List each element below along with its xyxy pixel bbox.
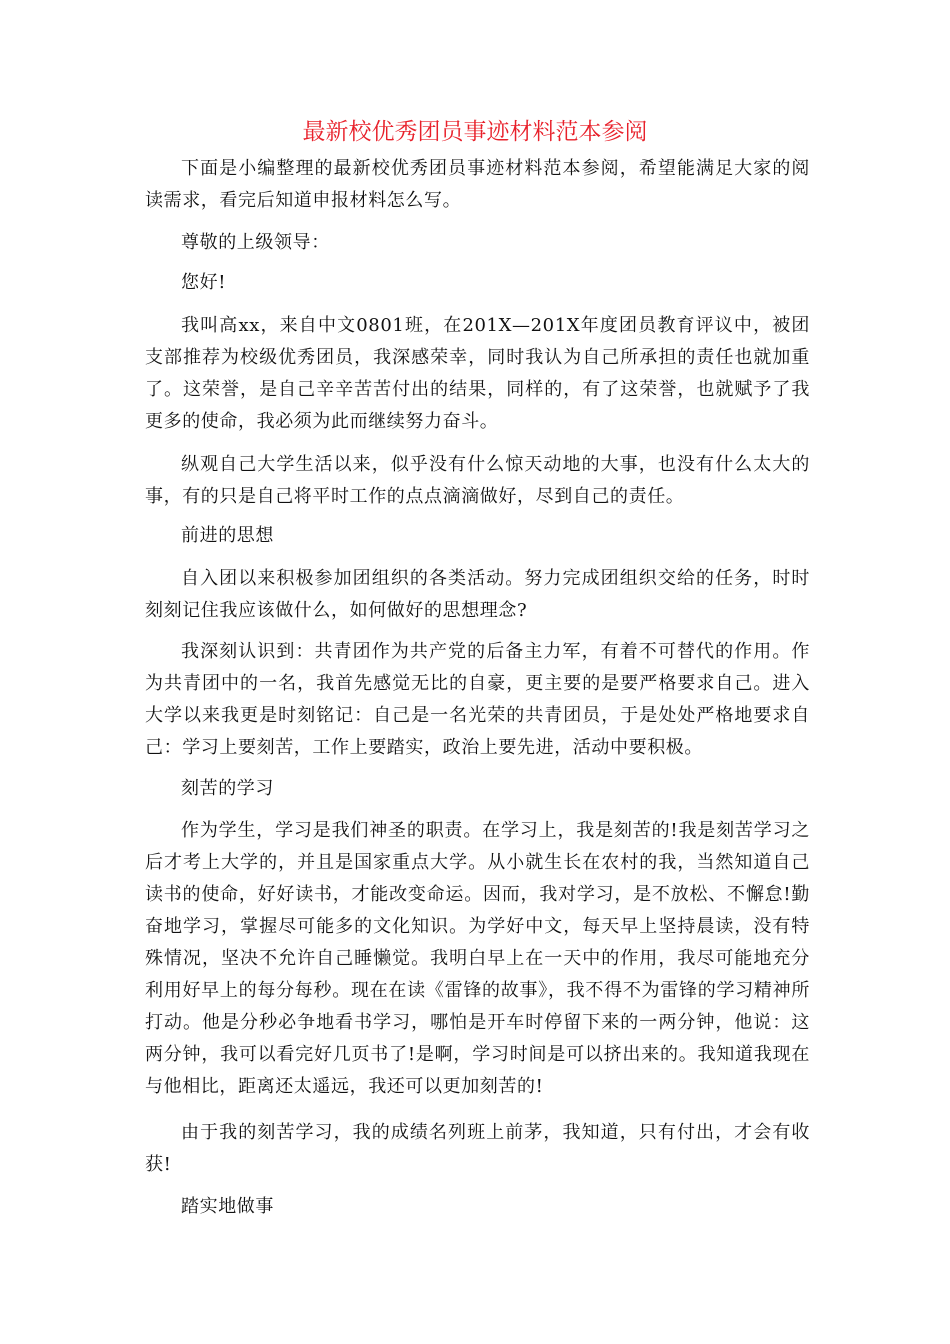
section-heading-work: 踏实地做事 xyxy=(181,1196,274,1217)
salutation: 尊敬的上级领导： xyxy=(181,232,330,253)
body-paragraph-results: 由于我的刻苦学习，我的成绩名列班上前茅，我知道，只有付出，才会有收获! xyxy=(145,1122,810,1175)
body-paragraph-overview: 纵观自己大学生活以来，似乎没有什么惊天动地的大事，也没有什么太大的事，有的只是自己将平时工作的点点滴滴做好，尽到自己的责任。 xyxy=(145,454,810,507)
section-heading-study: 刻苦的学习 xyxy=(181,778,274,799)
body-paragraph-activities: 自入团以来积极参加团组织的各类活动。努力完成团组织交给的任务，时时刻刻记住我应该做什么，如何做好的思想理念? xyxy=(145,568,810,621)
body-paragraph-youth-league: 我深刻认识到：共青团作为共产党的后备主力军，有着不可替代的作用。作为共青团中的一名，我首先感觉无比的自豪，更主要的是要严格要求自己。进入大学以来我更是时刻铭记：自己是一名光荣的共青团员，于是处处严格地要求自己：学习上要刻苦，工作上要踏实，政治上要先进，活动中要积极。 xyxy=(145,641,810,758)
greeting: 您好! xyxy=(181,272,227,293)
body-paragraph-study: 作为学生，学习是我们神圣的职责。在学习上，我是刻苦的!我是刻苦学习之后才考上大学的，并且是国家重点大学。从小就生长在农村的我，当然知道自己读书的使命，好好读书，才能改变命运。因而，我对学习，是不放松、不懈怠!勤奋地学习，掌握尽可能多的文化知识。为学好中文，每天早上坚持晨读，没有特殊情况，坚决不允许自己睡懒觉。我明白早上在一天中的作用，我尽可能地充分利用好早上的每分每秒。现在在读《雷锋的故事》，我不得不为雷锋的学习精神所打动。他是分秒必争地看书学习，哪怕是开车时停留下来的一两分钟，他说：这两分钟，我可以看完好几页书了!是啊，学习时间是可以挤出来的。我知道我现在与他相比，距离还太遥远，我还可以更加刻苦的! xyxy=(145,820,810,1097)
intro-paragraph: 下面是小编整理的最新校优秀团员事迹材料范本参阅，希望能满足大家的阅读需求，看完后知道申报材料怎么写。 xyxy=(145,158,810,211)
document-title: 最新校优秀团员事迹材料范本参阅 xyxy=(302,119,648,145)
section-heading-thought: 前进的思想 xyxy=(181,525,274,546)
body-paragraph-self-intro: 我叫高xx，来自中文0801班，在201X—201X年度团员教育评议中，被团支部推荐为校级优秀团员，我深感荣幸，同时我认为自己所承担的责任也就加重了。这荣誉，是自己辛辛苦苦付出的结果，同样的，有了这荣誉，也就赋予了我更多的使命，我必须为此而继续努力奋斗。 xyxy=(145,315,810,432)
